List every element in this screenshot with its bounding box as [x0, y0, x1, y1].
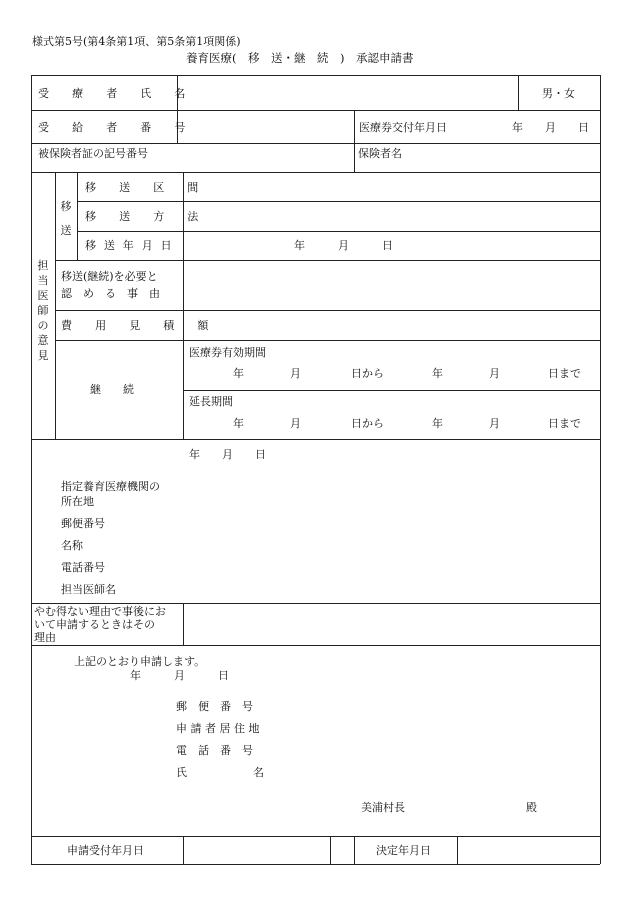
honorific: 殿 — [526, 801, 537, 814]
extension-period-label: 延長期間 — [189, 395, 233, 408]
ext-to-month: 月 — [489, 417, 500, 430]
transfer-label: 移送 — [60, 200, 72, 237]
valid-to-year: 年 — [432, 367, 443, 380]
reason-label-line1: 移送(継続)を必要と — [61, 270, 158, 283]
valid-from-month: 月 — [290, 367, 301, 380]
late-reason-line1: やむ得ない理由で事後にお — [34, 605, 166, 618]
valid-to-day: 日まで — [548, 367, 581, 380]
form-title: 養育医療( 移 送・継 続 ) 承認申請書 — [186, 51, 414, 65]
ext-from-month: 月 — [290, 417, 301, 430]
late-reason-line3: 理由 — [34, 631, 56, 644]
recipient-name-label: 受 療 者 氏 名 — [38, 87, 192, 100]
ext-from-year: 年 — [233, 417, 244, 430]
transfer-date-label: 移 送 年 月 日 — [85, 239, 174, 252]
designated-institution-line1: 指定養育医療機関の — [61, 480, 160, 493]
institution-date[interactable]: 年 月 日 — [189, 448, 266, 461]
doctor-opinion-label: 担当医師の意見 — [37, 259, 49, 362]
institution-name-label: 名称 — [61, 539, 83, 552]
insurer-name-label: 保険者名 — [358, 147, 402, 160]
ext-from-day: 日から — [351, 417, 384, 430]
continuation-label: 継 続 — [90, 383, 134, 396]
designated-institution-line2: 所在地 — [61, 495, 94, 508]
form-number: 様式第5号(第4条第1項、第5条第1項関係) — [32, 35, 241, 48]
addressee: 美浦村長 — [361, 801, 405, 814]
applicant-name-label: 氏 名 — [176, 766, 264, 779]
late-reason-line2: いて申請するときはその — [34, 618, 155, 631]
valid-from-year: 年 — [233, 367, 244, 380]
card-issue-date-label: 医療券交付年月日 — [359, 121, 447, 134]
transfer-date-value[interactable]: 年 月 日 — [294, 239, 393, 252]
cost-estimate-label: 費 用 見 積 額 — [61, 319, 215, 332]
ext-to-day: 日まで — [548, 417, 581, 430]
recipient-number-label: 受 給 者 番 号 — [38, 121, 192, 134]
applicant-postal-label: 郵 便 番 号 — [176, 700, 253, 713]
valid-to-month: 月 — [489, 367, 500, 380]
transfer-section-label: 移 送 区 間 — [85, 181, 205, 194]
gender-option[interactable]: 男・女 — [542, 87, 575, 100]
attending-doctor-label: 担当医師名 — [61, 583, 116, 596]
applicant-address-label: 申 請 者 居 住 地 — [176, 722, 260, 735]
application-statement: 上記のとおり申請します。 — [74, 655, 206, 668]
ext-to-year: 年 — [432, 417, 443, 430]
card-issue-date-value[interactable]: 年 月 日 — [512, 121, 589, 134]
institution-postal-label: 郵便番号 — [61, 517, 105, 530]
valid-period-label: 医療券有効期間 — [189, 346, 266, 359]
valid-from-day: 日から — [351, 367, 384, 380]
decision-date-label: 決定年月日 — [376, 844, 431, 857]
reason-label-line2: 認 め る 事 由 — [61, 287, 160, 300]
institution-phone-label: 電話番号 — [61, 561, 105, 574]
insurance-symbol-label: 被保険者証の記号番号 — [38, 147, 148, 160]
received-date-label: 申請受付年月日 — [67, 844, 144, 857]
transfer-method-label: 移 送 方 法 — [85, 210, 205, 223]
application-date[interactable]: 年 月 日 — [130, 669, 229, 682]
applicant-phone-label: 電 話 番 号 — [176, 744, 253, 757]
